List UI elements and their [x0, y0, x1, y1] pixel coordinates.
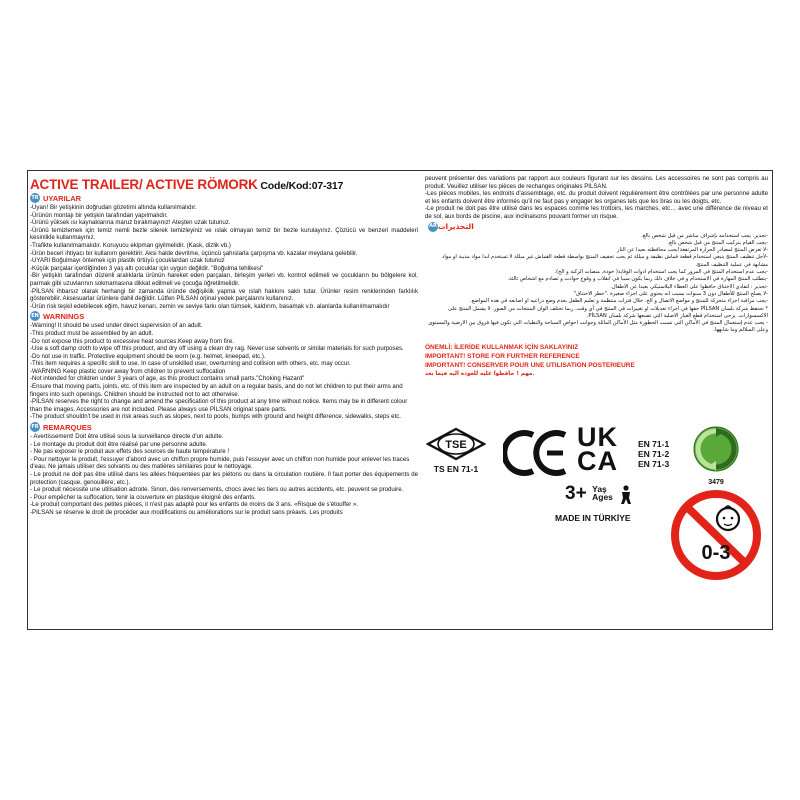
right-column [425, 175, 768, 564]
warning-line: * تحتفظ شركة بلسان PİLSAN حقها في اجراء تعديلات او تغييرات في المنتج في أي وقت. ربما تختلف الوان المنتجات من الصور. لا يشمل المنتج على الاكسسوارات. يرجى استخدام قطع الغيار الاصلية التي تصنعها شركة بلسان PİLSAN. [448, 305, 768, 319]
en-standard-3: EN 71-3 [638, 459, 670, 469]
warning-line: -Ürün beceri ihtiyacı bir kullanım gerektirir. Aksi halde devrilme, üçüncü şahıslarla çarpışma vb. kazalar meydana gelebilir. [30, 249, 358, 257]
warning-line: -Ürünün montajı bir yetişkin tarafından yapılmalıdır. [30, 211, 168, 219]
section-header-fr [30, 422, 418, 432]
warning-line: -Ürün risk teşkil edebilecek eğim, havuz kenarı, zemin ve seviye farkı olan tümsek, kaldırım, basamak v.b. alanlarda kullanılmamalıdır [30, 302, 390, 310]
warning-line: -تحذير : لتفادي الاختناق حافظوا على الغطاء البلاستيكي بعيدا عن الاطفال. [610, 283, 768, 290]
section-title-en: WARNINGS [43, 311, 85, 321]
language-badge-en: EN [31, 313, 39, 320]
product-code: Code/Kod:07-317 [257, 180, 344, 192]
green-dot-icon [692, 425, 740, 473]
not-for-under-3-mark [670, 489, 762, 586]
language-badge-ar: AR [428, 222, 438, 232]
warning-line: -PILSAN reserves the right to change and amend the specification of this product at any time without notice. Items may be in different colour than the images. Accessories are not included. Please always use PİLSAN original spare parts. [30, 398, 408, 413]
tse-standard: TS EN 71-1 [433, 464, 479, 474]
warning-line: -This item requires a specific skill to use. In case of unskilled user, overturning and collision with others, etc. may occur. [30, 360, 351, 368]
ukca-mark [577, 422, 635, 476]
warning-line: -Bir yetişkin tarafından düzenli aralıklarla ürünün hareket eden parçaları, birleşim yerleri vb. kontrol edilmeli ve çocukların bu bölgelere kol, parmak gibi uzuvlarının sokmamasına dikkat edilmeli ve çocuğa öğretilmelidir. [30, 272, 418, 287]
warning-line: -Ensure that moving parts, joints, etc. of this item are inspected by an adult on a regular basis, and do not let children to put their arms and fingers into such openings. Children should be instructed not to act otherwise. [30, 383, 403, 398]
child-figure-icon [619, 485, 633, 505]
en-standard-1: EN 71-1 [638, 439, 670, 449]
product-name: ACTIVE TRAILER/ ACTIVE RÖMORK [30, 177, 258, 192]
warning-line: -Küçük parçalar içerdiğinden 3 yaş altı çocuklar için uygun değildir. "Boğulma tehlikesi" [30, 264, 264, 272]
warning-line: peuvent présenter des variations par rapport aux couleurs figurant sur les dessins. Les accessoires ne sont pas compris au produit. Veuillez utiliser les pièces de rechanges originales PILSAN. [425, 175, 768, 190]
en-standard-2: EN 71-2 [638, 449, 670, 459]
made-in-label: MADE IN TÜRKİYE [555, 513, 631, 523]
not-for-age-text: 0-3 [701, 542, 731, 564]
warning-line: -يجب عدم استخدام المنتج في المرور كما يجب استخدام ادوات الوقاية( خوذة, منصات الركبة و الخ). [554, 269, 768, 276]
green-dot-code: 3479 [708, 479, 724, 486]
warning-line: - Le produit ne doit pas être utilisé dans les allées fréquentées par les piétons ou dans la circulation routière. Il faut porter des équipements de protection (casque, genouillère, etc.). [30, 471, 418, 486]
warning-line: - Pour empêcher la suffocation, tenir la couverture en plastique éloigné des enfants. [30, 493, 256, 501]
warning-line: -The product shouldn't be used in risk areas such as slopes, next to pools, bumps with ground and height difference, sidewalks, steps etc. [30, 413, 401, 421]
warning-line: -لا يصلح المنتج للأطفال دون 3 سنوات بسبب انه يحتوي على اجزاء صغيرة ."خطر الاختناق" [573, 290, 768, 297]
warning-line: -Ürünü temizlemek için temiz nemli bezle silerek temizleyiniz ve ıslak olmayan temiz bir bezle kurulayınız. Çözücü ve benzeri maddeleri kesinlikle kullanmayınız. [30, 226, 418, 242]
section-header-en [30, 311, 418, 321]
warning-line: -لأجل تنظيف المنتج ينبغي استخدام قطعة قماش نظيفة و مبللة ثم يجب تجفيف المنتج بواسطة قطعة القماش غير مبللة لا تستخدم ابدا مواد مذيبة او مواد مشابهة في عملية التنظيف المنتج. [442, 254, 768, 268]
product-title [30, 177, 418, 192]
ce-mark-icon [503, 429, 573, 477]
section-header-tr [30, 193, 418, 203]
store-notice-tr: ÖNEMLİ: İLERİDE KULLANMAK İÇİN SAKLAYINIZ [425, 343, 579, 351]
section-body-fr [30, 433, 418, 517]
age-value: 3+ [565, 483, 587, 504]
warning-line: -Les pièces mobiles, les endroits d'assemblage, etc. du produit doivent régulièrement être contrôlées par une personne adulte et les enfants doivent être informés qu'il ne faut pas y engager les organes tels que les bras ou les doigts, etc. [425, 190, 768, 205]
section-header-ar [425, 222, 768, 232]
section-body-fr-continued [425, 175, 768, 221]
warning-line: -PILSAN se réserve le droit de procéder aux modifications ou améliorations sur le produit sans préavis. Les produits [30, 508, 343, 516]
warning-line: - Ne pas exposer le produit aux effets des sources de haute température ! [30, 448, 230, 456]
warning-line: -Not intended for children under 3 years of age, as this product contains small parts."Choking Hazard" [30, 375, 305, 383]
section-body-en [30, 322, 418, 421]
warning-line: -تحذير: يجب استخدامه بإشراف مباشر من قبل شخص بالغ. [641, 232, 768, 239]
age-unit-en: Ages [592, 492, 613, 502]
store-notice-ar: مهم ! حافظوا عليه للعودة اليه فيما بعد. [425, 370, 535, 377]
warning-line: -WARNING Keep plastic cover away from children to prevent suffocation [30, 367, 226, 375]
warning-line: -Warning! It should be used under direct supervision of an adult. [30, 322, 203, 330]
warning-line: -UYARI Boğulmayı önlemek için plastik örtüyü çocuklardan uzak tutunuz [30, 257, 225, 265]
certification-marks [425, 422, 768, 625]
section-body-tr [30, 204, 418, 310]
store-notice-fr: IMPORTANT! CONSERVER POUR UNE UTILISATION POSTERIEURE [425, 361, 635, 369]
warning-line: -يتطلب المنتج المهارة في الاستخدام و في خلاف ذلك ربما يكون سببا في انقلاب و وقوع حوادث و تصادم مع اشخاص ثالثة. [507, 276, 768, 283]
section-body-ar [425, 233, 768, 335]
warning-line: -Do not expose this product to excessive heat sources.Keep away from fire. [30, 337, 234, 345]
left-column [30, 177, 418, 517]
section-title-fr: REMARQUES [43, 422, 92, 432]
warning-line: -PİLSAN ihbarsız olarak herhangi bir zamanda üründe değişiklik yapma ve ıslah hakkını saklı tutar. Ürünler resim renklerinden farklılık gösterebilir. Aksesuarlar ürünlere dahil değildir. Lütfen PİLSAN orjinal yedek parçalarını kullanınız. [30, 287, 418, 303]
store-notice-en: IMPORTANT! STORE FOR FURTHER REFERENCE [425, 352, 580, 360]
tse-logo-text: TSE [445, 439, 467, 451]
en-standards [638, 439, 669, 469]
tse-logo-icon [426, 427, 486, 461]
section-title-tr: UYARILAR [43, 193, 82, 203]
warning-line: - Le produit nécessite une utilisation adroite. Sinon, des renversements, chocs avec les tiers ou autres accidents, etc. peuvent se produire. [30, 486, 404, 494]
age-mark [565, 485, 645, 505]
warning-line: - يجب عدم إستعمال المنتج في الأماكن التي تسبب الخطورة مثل الأماكن المائلة وجوانب احواض السباحة والنطيات التي تكون فيها فروق بين الارضية والمستوى وعلى السلالم وما شابهها. [428, 320, 768, 334]
warning-line: -يجب القيام بتركيب المنتج من قبل شخص بالغ. [667, 239, 768, 246]
warning-line: -Use a soft damp cloth to wipe off this product, and dry off using a clean dry rag. Never use solvents or similar materials for such purposes. [30, 345, 404, 353]
warning-line: - Avertissement! Doit être utilisé sous la surveillance directe d'un adulte. [30, 433, 224, 441]
warning-line: - Pour nettoyer le produit, l'essuyer d'abord avec un chiffon propre humide, puis l'essuyer avec un chiffon non humide pour enlever les traces d'eau. Ne jamais utiliser des solvants ou des matières similaires pour le nettoyage. [30, 455, 410, 471]
age-unit-tr: Yaş [592, 484, 607, 494]
ukca-bottom: CA [577, 446, 618, 476]
section-title-ar: التحذيرات [438, 221, 474, 231]
warning-line: -Uyarı! Bir yetişkinin doğrudan gözetimi altında kullanılmalıdır. [30, 204, 197, 211]
warning-line: -Ürünü yüksek ısı kaynaklarına maruz bırakmayınız! Ateşten uzak tutunuz. [30, 219, 231, 227]
ce-mark [503, 429, 573, 482]
warning-line: -Trafikte kullanılmamalıdır. Koruyucu ekipman giyilmelidir. (Kask, dizlik vb.) [30, 241, 231, 249]
warning-line: -لا تعرض المنتج لمصادر الحرارة المرتفعة!يجب محافظته بعيدا عن النار [616, 247, 768, 254]
store-notice [425, 343, 768, 379]
warning-label [27, 170, 773, 630]
warning-line: -Le produit ne doit pas être utilisé dans les espaces comme les trottoirs, les marches, etc… avec une différence de niveau et de sol, aux bords de piscine, aux inclinaisons pouvant former un risque. [425, 205, 768, 220]
language-badge-fr: FR [31, 424, 39, 431]
prohibited-baby-icon [670, 489, 762, 581]
warning-line: - Le montage du produit doit être réalisé par une personne adulte. [30, 440, 208, 448]
warning-line: -This product must be assembled by an adult. [30, 329, 154, 337]
warning-line: -يجب مراقبة اجزاء متحركة للمنتج و مواضع الاتصال و الخ. خلال فترات منتظمة و تعليم الطفل بعدم وضع ذراعيه او اصابعه في هذه المواضع. [470, 298, 768, 305]
language-badge-tr: TR [31, 195, 39, 201]
warning-line: -Le produit comportant des petites pièces, il n'est pas adapté pour les enfants de moins de 3 ans. «Risque de s'étouffer ». [30, 501, 359, 509]
ukca-top: UK [577, 422, 618, 452]
tse-mark [425, 427, 487, 474]
warning-line: -Do not use in traffic. Protective equipment should be worn (e.g. helmet, kneepad, etc.). [30, 352, 266, 360]
green-dot-mark [691, 425, 741, 486]
